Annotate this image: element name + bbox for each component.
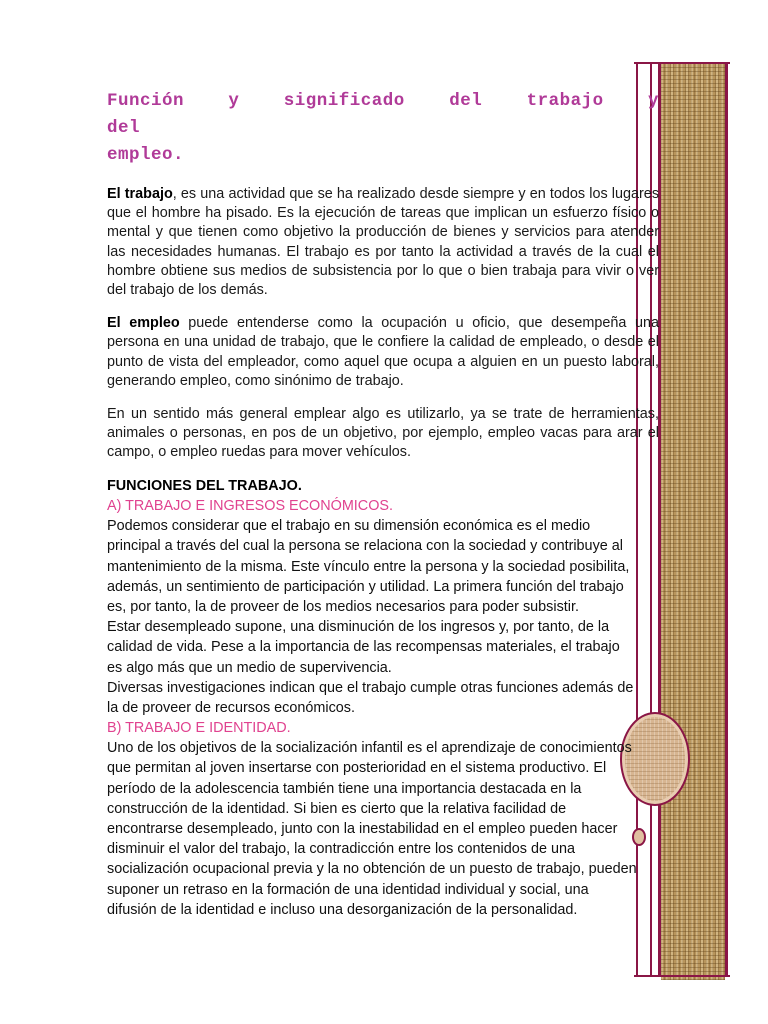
text-line: la de proveer de recursos económicos.: [107, 699, 355, 716]
text-line: Uno de los objetivos de la socialización infantil es el aprendizaje de conocimientos: [107, 740, 632, 757]
text-line: que permitan al joven insertarse con posterioridad en el sistema productivo. El: [107, 760, 607, 777]
text-line: además, un sentimiento de participación y utilidad. La primera función del trabajo: [107, 578, 624, 595]
decorative-vertical-line: [725, 62, 728, 977]
text-line: Podemos considerar que el trabajo en su dimensión económica es el medio: [107, 518, 591, 535]
text-line: difusión de la identidad e incluso una desorganización de la personalidad.: [107, 901, 578, 918]
text-line: socialización ocupacional previa y la no obtención de un puesto de trabajo, pueden: [107, 861, 637, 878]
burlap-decoration: [661, 62, 725, 980]
section-heading-funciones: FUNCIONES DEL TRABAJO.: [107, 477, 302, 494]
text-line: es, por tanto, la de proveer de los medios necesarios para poder subsistir.: [107, 598, 579, 615]
text-line: construcción de la identidad. Si bien es cierto que la relativa facilidad de: [107, 800, 567, 817]
paragraph-empleo: [107, 314, 659, 391]
term-empleo: El empleo: [107, 315, 180, 332]
subsection-heading-b: B) TRABAJO E IDENTIDAD.: [107, 720, 291, 737]
section-b-text: [107, 738, 659, 920]
paragraph-text: En un sentido más general emplear algo es utilizarlo, ya se trate de herramientas, animales o personas, en pos de un objetivo, por ejemplo, empleo vacas para arar el campo, o empleo ruedas para mover vehículos.: [107, 406, 659, 461]
document-body: [107, 88, 659, 920]
text-line: calidad de vida. Pese a la importancia de las recompensas materiales, el trabajo: [107, 639, 620, 656]
page-title: [107, 88, 659, 169]
paragraph-trabajo: [107, 185, 659, 300]
text-line: mantenimiento de la misma. Este vínculo entre la persona y la sociedad posibilita,: [107, 558, 630, 575]
section-a-text: [107, 516, 659, 718]
paragraph-text: , es una actividad que se ha realizado desde siempre y en todos los lugares que el hombre ha pisado. Es la ejecución de tareas que implican un esfuerzo físico o mental y que tienen como objetivo la producción de bienes y servicios para atender las necesidades humanas. El trabajo es por tanto la actividad a través de la cual el hombre obtiene sus medios de subsistencia por lo que o bien trabaja para vivir o ver del trabajo de los demás.: [107, 186, 660, 299]
paragraph-sentido-general: [107, 405, 659, 463]
text-line: suponer un retraso en la formación de una identidad individual y social, una: [107, 881, 589, 898]
decorative-horizontal-line: [634, 62, 730, 64]
text-line: es algo más que un medio de supervivencia.: [107, 659, 392, 676]
text-line: Diversas investigaciones indican que el trabajo cumple otras funciones además de: [107, 679, 634, 696]
text-line: Estar desempleado supone, una disminución de los ingresos y, por tanto, de la: [107, 619, 610, 636]
term-trabajo: El trabajo: [107, 186, 173, 202]
text-line: principal a través del cual la persona se relaciona con la sociedad y contribuye al: [107, 538, 623, 555]
paragraph-text: puede entenderse como la ocupación u oficio, que desempeña una persona en una unidad de trabajo, que le confiere la calidad de empleado, o desde el punto de vista del empleador, como aquel que ocupa a alguien en un puesto laboral, generando empleo, como sinónimo de trabajo.: [107, 315, 659, 389]
subsection-heading-a: A) TRABAJO E INGRESOS ECONÓMICOS.: [107, 498, 393, 515]
text-line: período de la adolescencia también tiene una importancia destacada en la: [107, 780, 582, 797]
page-title-line: empleo.: [107, 145, 185, 165]
page-title-line: Función y significado del trabajo y del: [107, 91, 659, 138]
text-line: encontrarse desempleado, junto con la inestabilidad en el empleo pueden hacer: [107, 820, 618, 837]
decorative-horizontal-line: [634, 975, 730, 977]
text-line: disminuir el valor del trabajo, la contradicción entre los contenidos de una: [107, 841, 575, 858]
